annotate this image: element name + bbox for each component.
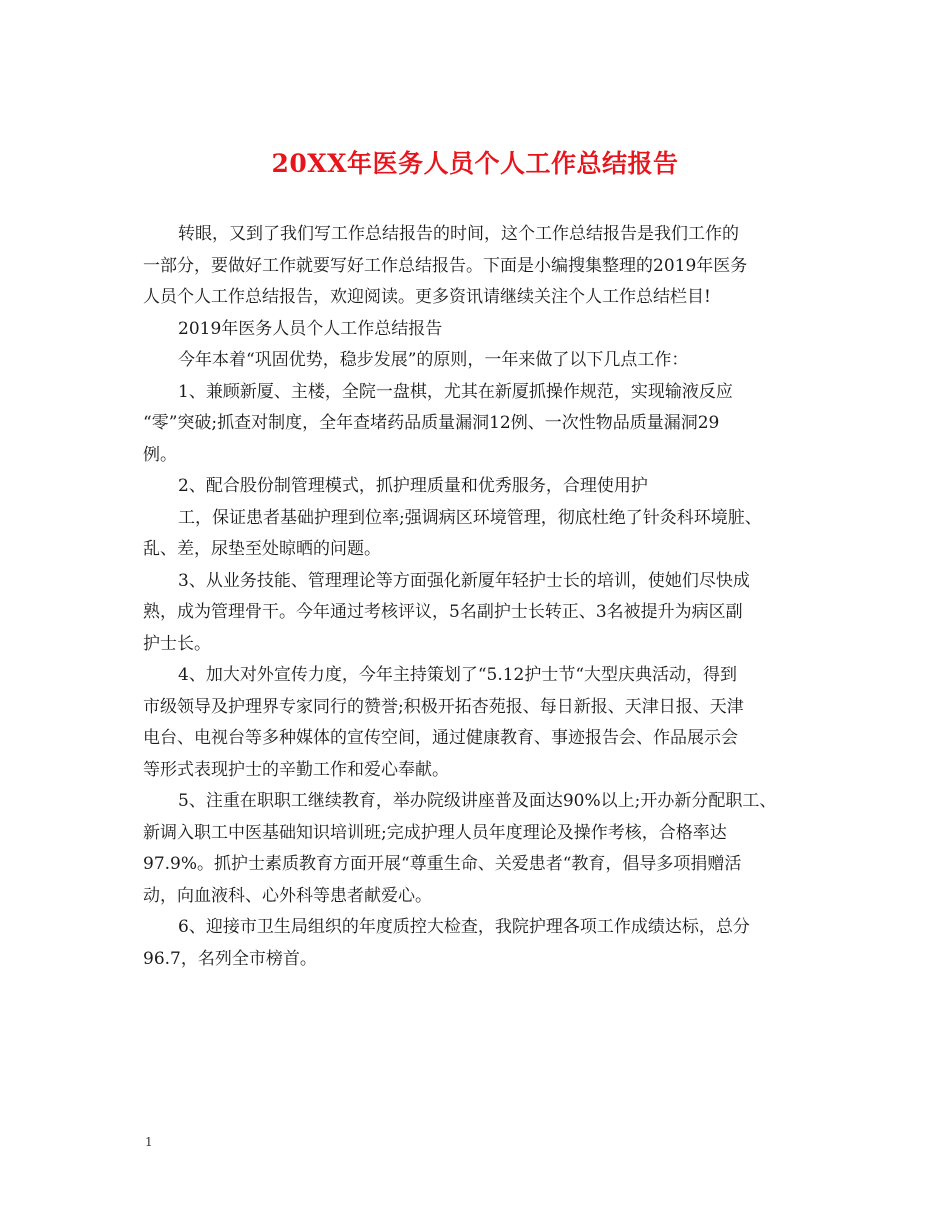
text-line: “零”突破;抓查对制度，全年查堵药品质量漏洞12例、一次性物品质量漏洞29 xyxy=(143,413,720,433)
document-body xyxy=(143,219,823,975)
text-line: 3、从业务技能、管理理论等方面强化新厦年轻护士长的培训，使她们尽快成 xyxy=(178,570,750,591)
text-line: 例。 xyxy=(143,444,177,465)
text-line: 2、配合股份制管理模式，抓护理质量和优秀服务，合理使用护 xyxy=(178,476,648,496)
text-line: 4、加大对外宣传力度，今年主持策划了“5.12护士节“大型庆典活动，得到 xyxy=(178,665,738,685)
text-line: 乱、差，尿垫至处晾晒的问题。 xyxy=(143,539,381,559)
text-line: 6、迎接市卫生局组织的年度质控大检查，我院护理各项工作成绩达标，总分 xyxy=(178,917,750,937)
text-line: 护士长。 xyxy=(143,633,211,654)
text-line: 1、兼顾新厦、主楼，全院一盘棋，尤其在新厦抓操作规范，实现输液反应 xyxy=(178,381,733,402)
text-line: 一部分，要做好工作就要写好工作总结报告。下面是小编搜集整理的2019年医务 xyxy=(143,255,748,276)
text-line: 熟，成为管理骨干。今年通过考核评议，5名副护士长转正、3名被提升为病区副 xyxy=(143,602,743,622)
text-line: 电台、电视台等多种媒体的宣传空间，通过健康教育、事迹报告会、作品展示会 xyxy=(143,728,738,748)
text-line: 工，保证患者基础护理到位率;强调病区环境管理，彻底杜绝了针灸科环境脏、 xyxy=(178,507,762,528)
text-line: 5、注重在职职工继续教育，举办院级讲座普及面达90%以上;开办新分配职工、 xyxy=(178,791,777,811)
text-line: 等形式表现护士的辛勤工作和爱心奉献。 xyxy=(143,759,449,780)
page-number: 1 xyxy=(145,1135,153,1149)
text-line: 2019年医务人员个人工作总结报告 xyxy=(178,318,443,339)
text-line: 市级领导及护理界专家同行的赞誉;积极开拓杏苑报、每日新报、天津日报、天津 xyxy=(143,696,744,717)
document-title: 20XX年医务人员个人工作总结报告 xyxy=(271,149,679,178)
text-line: 96.7，名列全市榜首。 xyxy=(143,948,317,969)
text-line: 今年本着“巩固优势，稳步发展”的原则，一年来做了以下几点工作： xyxy=(178,350,689,370)
text-line: 人员个人工作总结报告，欢迎阅读。更多资讯请继续关注个人工作总结栏目! xyxy=(143,287,711,307)
text-line: 97.9%。抓护士素质教育方面开展“尊重生命、关爱患者“教育，倡导多项捐赠活 xyxy=(143,854,742,874)
text-line: 动，向血液科、心外科等患者献爱心。 xyxy=(143,885,432,906)
text-line: 新调入职工中医基础知识培训班;完成护理人员年度理论及操作考核，合格率达 xyxy=(143,822,727,843)
text-line: 转眼，又到了我们写工作总结报告的时间，这个工作总结报告是我们工作的 xyxy=(178,224,739,244)
